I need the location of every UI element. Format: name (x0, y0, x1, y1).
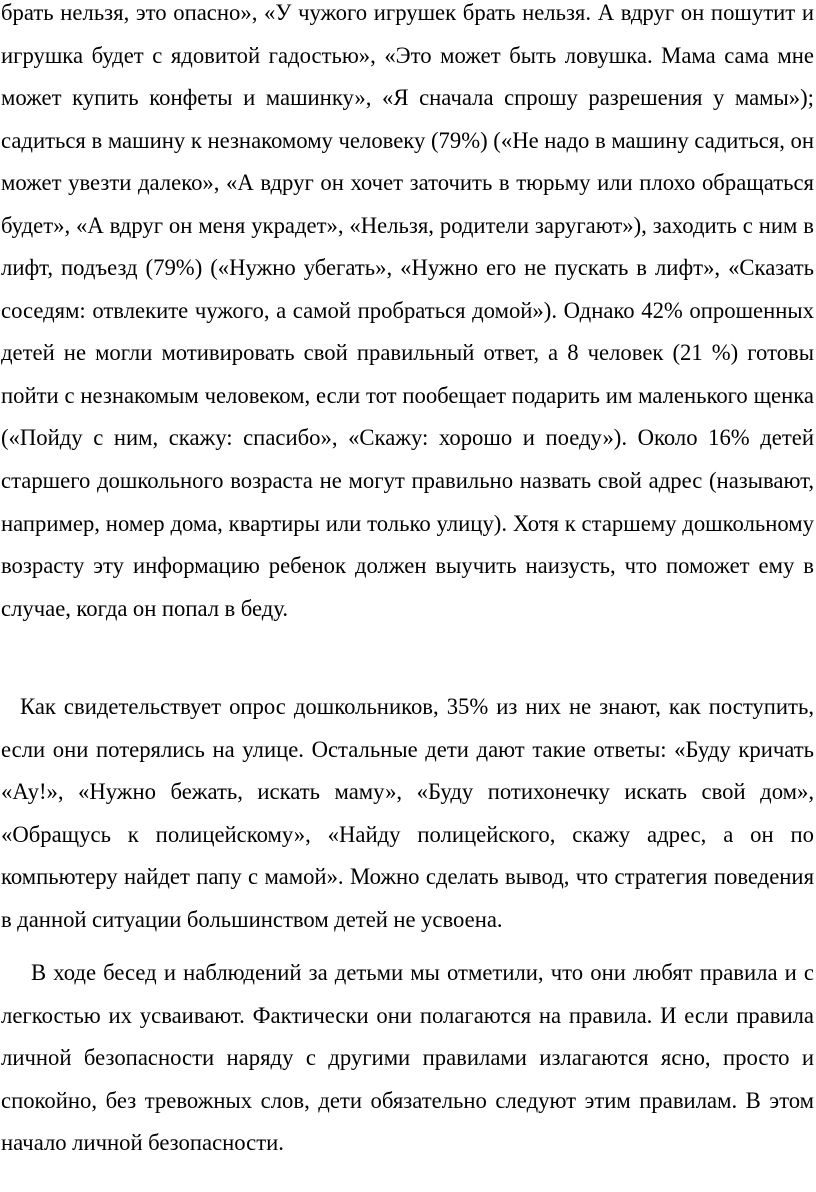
paragraph-survey-answers: брать нельзя, это опасно», «У чужого игрушек брать нельзя. А вдруг он пошутит и игрушка будет с ядовитой гадостью», «Это может быть ловушка. Мама сама мне может купить конфеты и машинку», «Я сначала спрошу разрешения у мамы»); садиться в машину к незнакомому человеку (79%) («Не надо в машину садиться, он может увезти далеко», «А вдруг он хочет заточить в тюрьму или плохо обращаться будет», «А вдруг он меня украдет», «Нельзя, родители заругают»), заходить с ним в лифт, подъезд (79%) («Нужно убегать», «Нужно его не пускать в лифт», «Сказать соседям: отвлеките чужого, а самой пробраться домой»). Однако 42% опрошенных детей не могли мотивировать свой правильный ответ, а 8 человек (21 %) готовы пойти с незнакомым человеком, если тот пообещает подарить им маленького щенка («Пойду с ним, скажу: спасибо», «Скажу: хорошо и поеду»). Около 16% детей старшего дошкольного возраста не могут правильно назвать свой адрес (называют, например, номер дома, квартиры или только улицу). Хотя к старшему дошкольному возрасту эту информацию ребенок должен выучить наизусть, что поможет ему в случае, когда он попал в беду. (1, 0, 814, 621)
paragraph-conclusion-rules: В ходе бесед и наблюдений за детьми мы отметили, что они любят правила и с легкостью их усваивают. Фактически они полагаются на правила. И если правила личной безопасности наряду с другими правилами излагаются ясно, просто и спокойно, без тревожных слов, дети обязательно следуют этим правилам. В этом начало личной безопасности. (1, 960, 814, 1156)
paragraph-lost-on-street: Как свидетельствует опрос дошкольников, 35% из них не знают, как поступить, если они потерялись на улице. Остальные дети дают такие ответы: «Буду кричать «Ау!», «Нужно бежать, искать маму», «Буду потихонечку искать свой дом», «Обращусь к полицейскому», «Найду полицейского, скажу адрес, а он по компьютеру найдет папу с мамой». Можно сделать вывод, что стратегия поведения в данной ситуации большинством детей не усвоена. (1, 694, 814, 932)
